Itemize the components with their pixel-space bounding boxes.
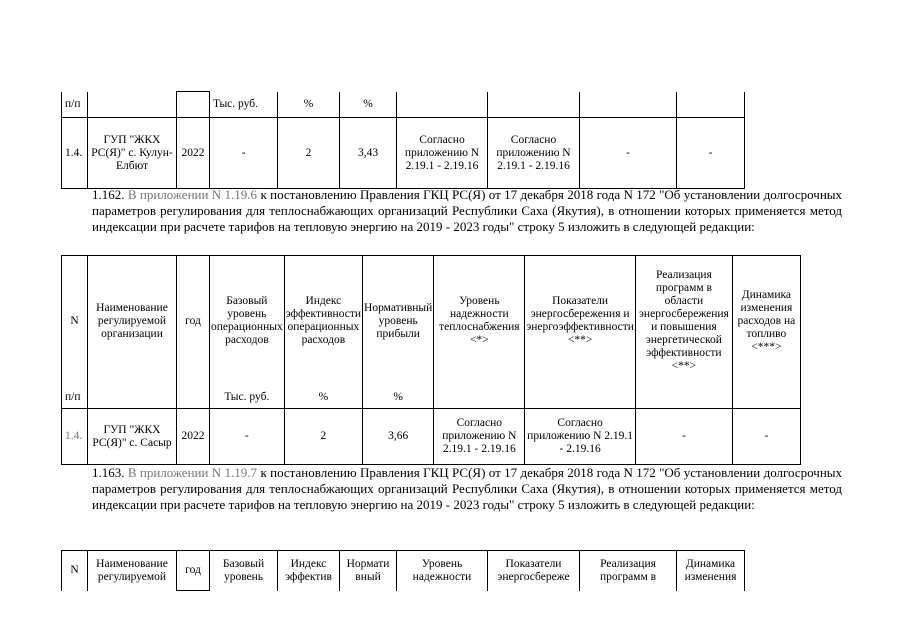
table-appendix-1-19-7 [61,550,745,591]
cell-unit-pct: % [340,92,397,118]
header-year: год [177,256,210,387]
cell-dynamics: - [677,118,745,189]
header-n: N [62,551,88,591]
appendix-link[interactable]: В приложении N 1.19.7 [127,465,258,480]
header-name: Наименование регулируемой организации [88,256,177,387]
cell-unit-pct: % [278,92,340,118]
header-row [62,256,801,387]
cell-index: 2 [278,118,340,189]
header-base: Базовый уровень [210,551,278,591]
cell-np: п/п [62,92,88,118]
table-fragment-1 [61,91,745,189]
units-row [62,92,745,118]
cell-n: 1.4. [62,118,88,189]
cell-profit: 3,66 [363,409,434,465]
table-appendix-1-19-6 [61,255,801,465]
cell-org: ГУП "ЖКХ РС(Я)" с. Кулун-Елбют [88,118,177,189]
header-base: Базовый уровень операционных расходов [210,256,285,387]
header-energy: Показатели энергосбережения и энергоэффективности <**> [525,256,636,387]
cell-unit-pct: % [284,387,362,409]
cell-base: - [210,409,285,465]
paragraph-text: к постановлению Правления ГКЦ РС(Я) от 17 декабря 2018 года N 172 "Об установлении долгосрочных параметров регулирования для теплоснабжающих организаций Республики Саха (Якутия), в отношении которых применяется метод индексации при расчете тарифов на тепловую энергию на 2019 - 2023 годы" строку 5 изложить в следующей редакции: [92,187,843,234]
header-programs: Реализация программ в [580,551,677,591]
paragraph-num: 1.163. [92,465,125,480]
cell-energy: Согласно приложению N 2.19.1 - 2.19.16 [488,118,580,189]
cell-unit-rub: Тыс. руб. [210,92,278,118]
header-profit: Нормати вный [340,551,397,591]
paragraph-1-162 [61,187,842,235]
cell-year: 2022 [177,409,210,465]
header-name: Наименование регулируемой [88,551,177,591]
cell-programs: - [635,409,732,465]
cell-energy: Согласно приложению N 2.19.1 - 2.19.16 [525,409,636,465]
header-reliability: Уровень надежности теплоснабжения <*> [434,256,525,387]
cell-programs: - [580,118,677,189]
cell-org: ГУП "ЖКХ РС(Я)" с. Сасыр [88,409,177,465]
paragraph-text: к постановлению Правления ГКЦ РС(Я) от 17 декабря 2018 года N 172 "Об установлении долгосрочных параметров регулирования для теплоснабжающих организаций Республики Саха (Якутия), в отношении которых применяется метод индексации при расчете тарифов на тепловую энергию на 2019 - 2023 годы" строку 5 изложить в следующей редакции: [92,465,843,512]
paragraph-num: 1.162. [92,187,125,202]
cell-unit-rub: Тыс. руб. [210,387,285,409]
header-n: N [62,256,88,387]
cell-reliability: Согласно приложению N 2.19.1 - 2.19.16 [397,118,488,189]
cell-year: 2022 [177,118,210,189]
header-profit: Нормативный уровень прибыли [363,256,434,387]
header-reliability: Уровень надежности [397,551,488,591]
header-dynamics: Динамика изменения расходов на топливо <***> [732,256,800,387]
header-dynamics: Динамика изменения [677,551,745,591]
cell-np: п/п [62,387,88,409]
cell-n: 1.4. [62,409,88,465]
units-row [62,387,801,409]
cell-reliability: Согласно приложению N 2.19.1 - 2.19.16 [434,409,525,465]
cell-index: 2 [284,409,362,465]
appendix-link[interactable]: В приложении N 1.19.6 [127,187,258,202]
header-index: Индекс эффективности операционных расходов [284,256,362,387]
header-row [62,551,745,591]
header-programs: Реализация программ в области энергосбережения и повышения энергетической эффективности <**> [635,256,732,387]
cell-dynamics: - [732,409,800,465]
cell-profit: 3,43 [340,118,397,189]
paragraph-1-163 [61,465,842,513]
table-row [62,409,801,465]
header-energy: Показатели энергосбереже [488,551,580,591]
cell-base: - [210,118,278,189]
header-year: год [177,551,210,591]
header-index: Индекс эффектив [278,551,340,591]
cell-unit-pct: % [363,387,434,409]
table-row [62,118,745,189]
